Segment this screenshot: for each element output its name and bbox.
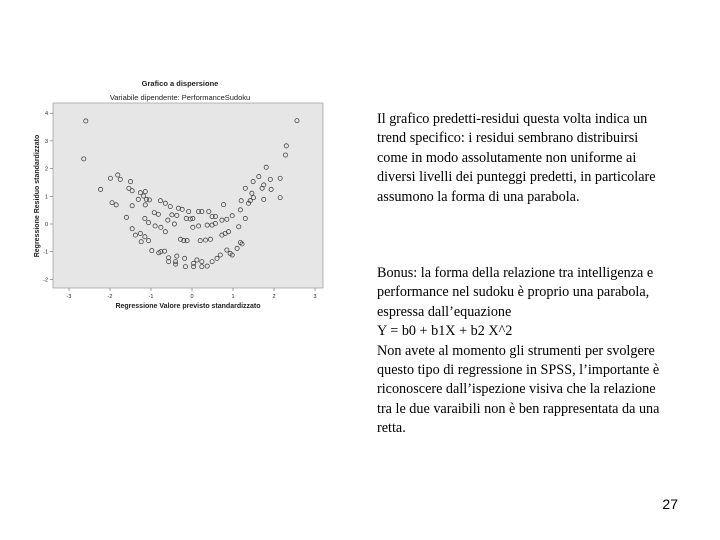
chart-subtitle: Variabile dipendente: PerformanceSudoku xyxy=(109,93,251,102)
y-axis-label: Regressione Residuo standardizzato xyxy=(34,134,41,258)
y-tick-label: 4 xyxy=(44,111,48,118)
y-tick-label: 2 xyxy=(44,166,48,173)
x-axis-label: Regressione Valore previsto standardizzato xyxy=(115,303,261,310)
chart-title: Grafico a dispersione xyxy=(141,79,219,88)
page-number: 27 xyxy=(662,496,678,512)
y-tick-label: 0 xyxy=(44,222,48,228)
explanation-paragraph: Il grafico predetti-residui questa volta indica un trend specifico: i residui sembrano distribuirsi come in modo assolutamente non uniforme ai diversi livelli dei punteggi predetti, in particolare assumono la forma di una parabola. xyxy=(377,111,656,205)
x-tick-label: 2 xyxy=(272,294,276,300)
x-tick-label: 0 xyxy=(190,294,194,300)
y-tick-label: -2 xyxy=(43,277,48,284)
bonus-note: Non avete al momento gli strumenti per svolgere questo tipo di regressione in SPSS, l’importante è riconoscere dall’ispezione visiva che la relazione tra le due varaibili non è ben rappresentata da una retta. xyxy=(377,342,660,437)
x-tick-label: 1 xyxy=(231,294,235,300)
bonus-intro: Bonus: la forma della relazione tra intelligenza e performance nel sudoku è proprio una parabola, espressa dall’equazione xyxy=(377,265,654,320)
plot-area xyxy=(53,103,323,288)
x-tick-label: -3 xyxy=(66,294,72,300)
bonus-paragraph xyxy=(377,264,667,439)
y-tick-label: 1 xyxy=(44,194,48,201)
x-tick-label: -2 xyxy=(107,294,113,300)
y-tick-label: -1 xyxy=(43,249,48,256)
equation: Y = b0 + b1X + b2 X^2 xyxy=(377,323,513,340)
scatter-chart xyxy=(0,0,340,330)
x-tick-label: -1 xyxy=(148,294,154,300)
x-tick-label: 3 xyxy=(313,294,317,300)
y-tick-label: 3 xyxy=(44,138,48,145)
